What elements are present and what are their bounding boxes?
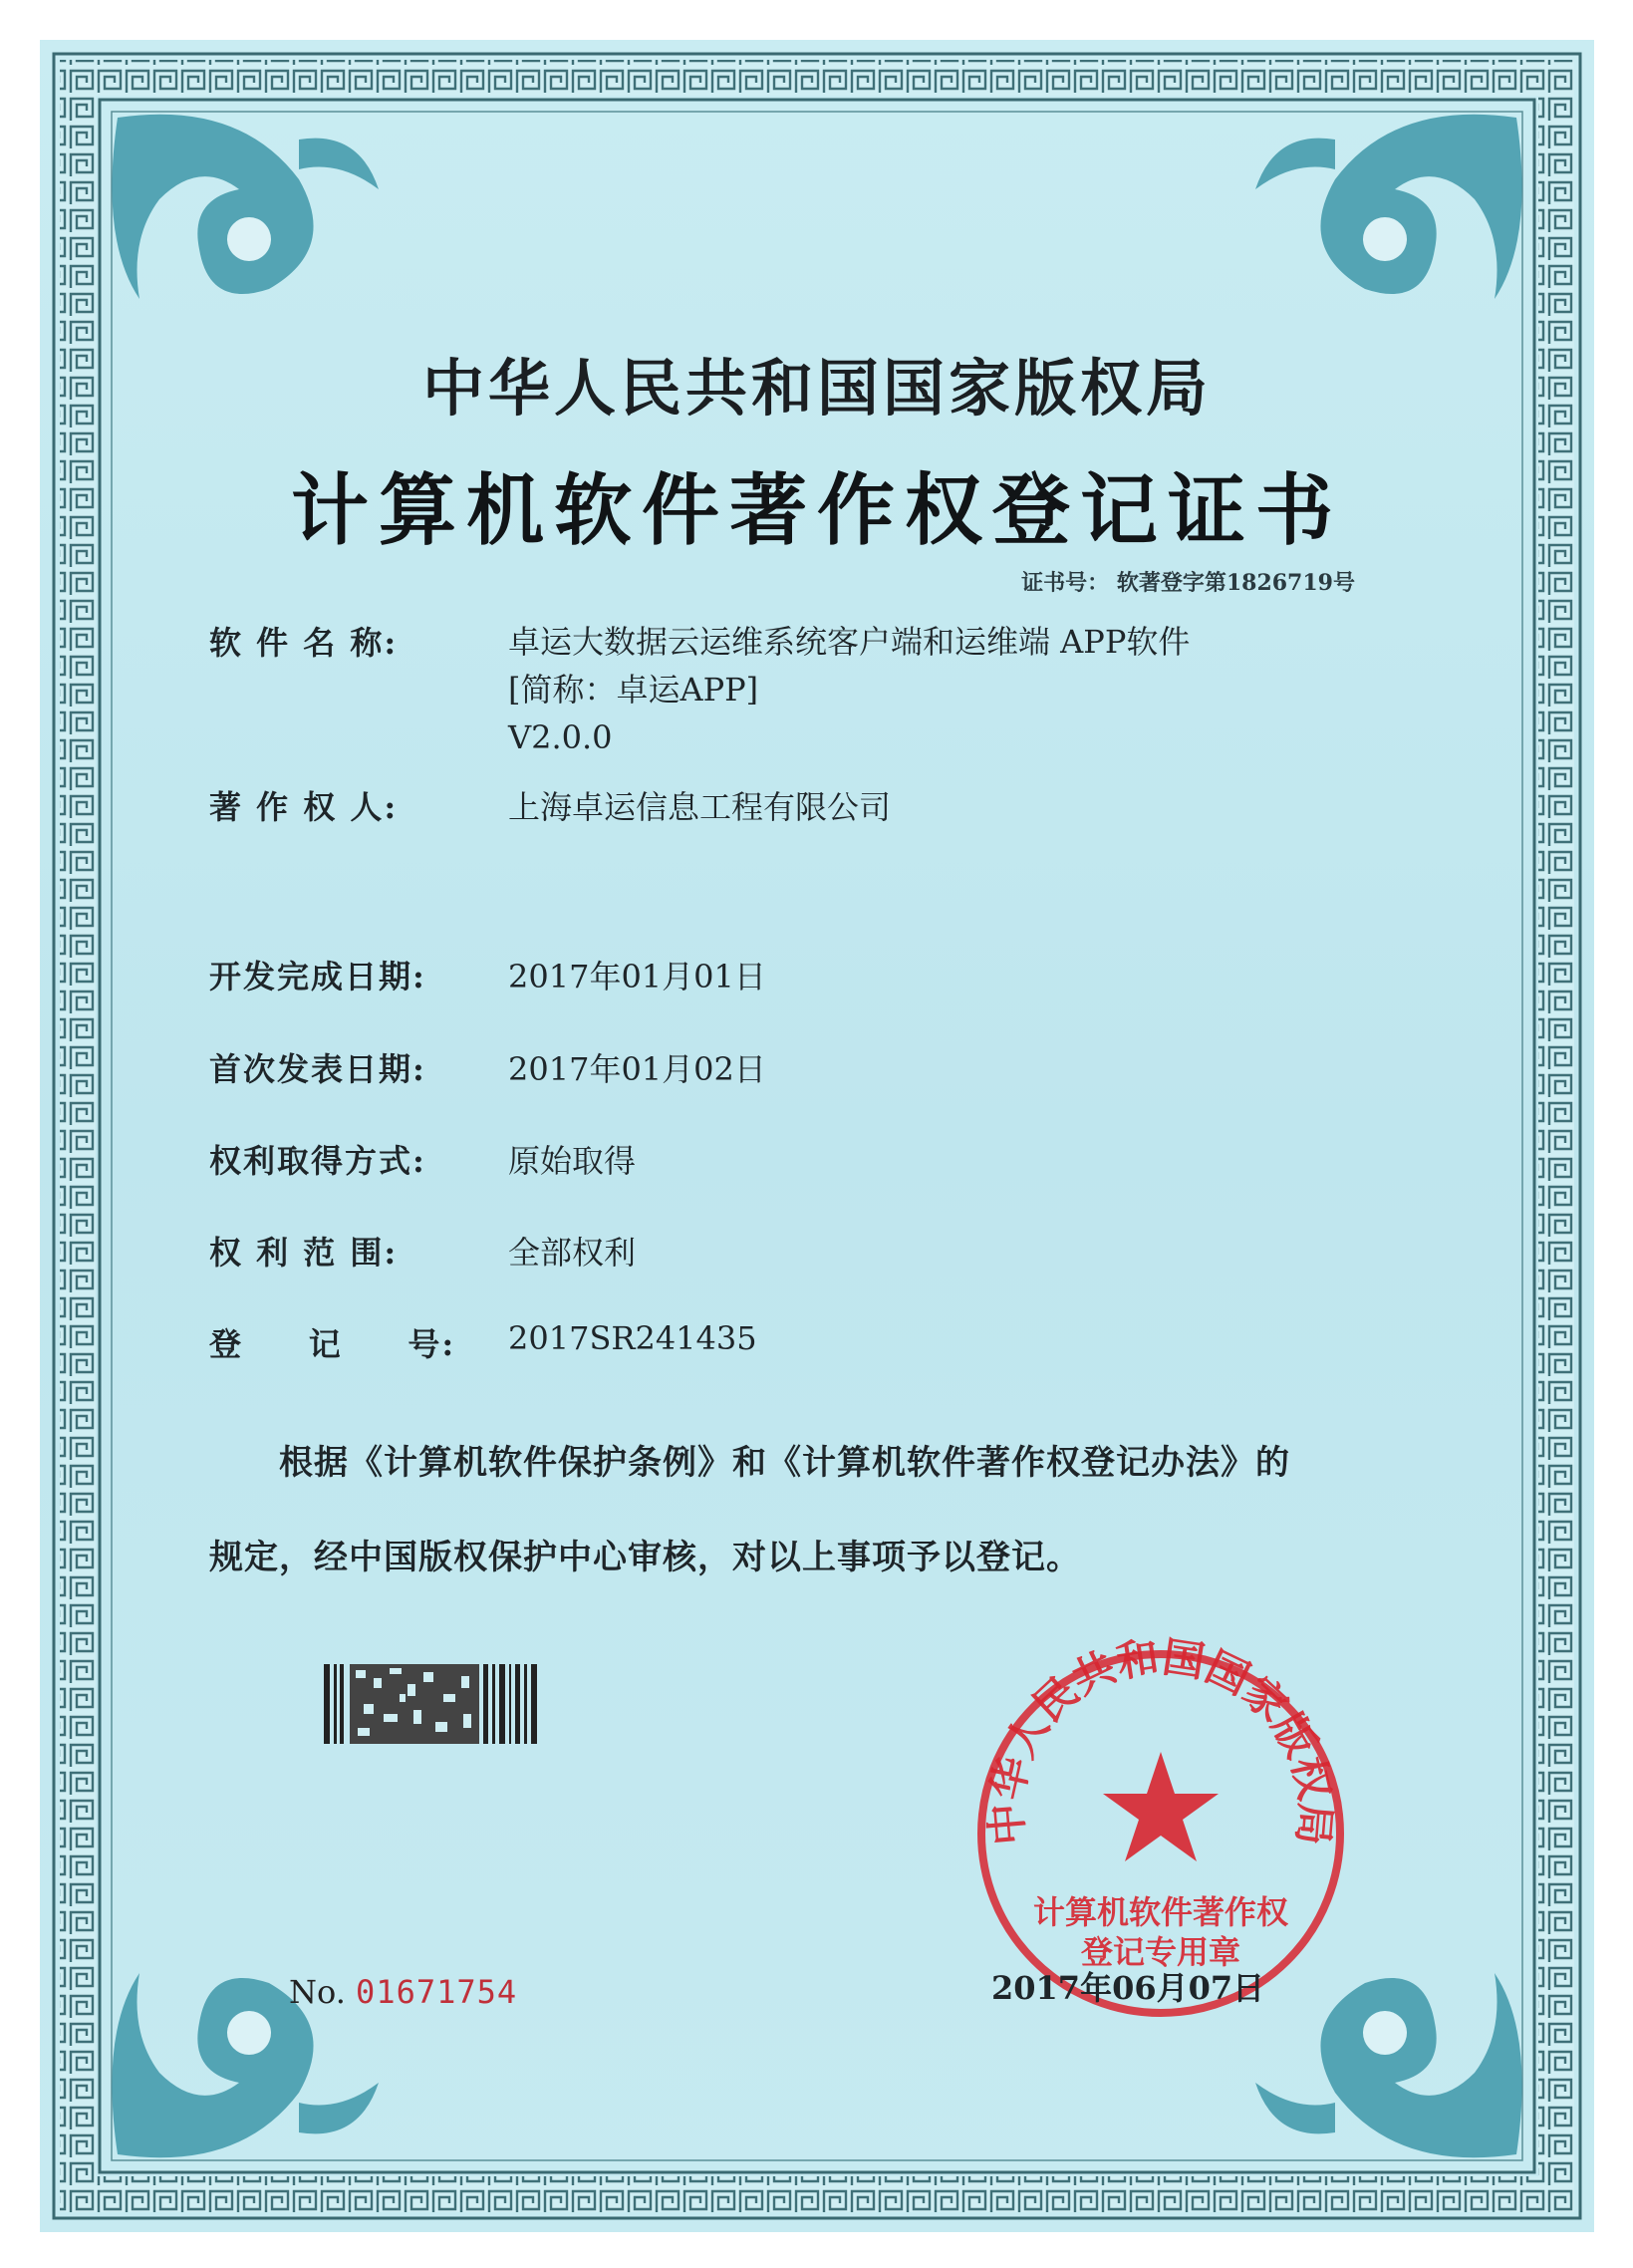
reg-number-value: 2017SR241435 <box>508 1319 757 1357</box>
serial-number <box>289 1973 517 2011</box>
pub-date-row <box>209 1044 766 1090</box>
software-name-row <box>209 618 1190 761</box>
owner-value: 上海卓运信息工程有限公司 <box>508 788 892 826</box>
seal-inner-line-2: 登记专用章 <box>1080 1933 1241 1971</box>
reg-number-row <box>209 1319 757 1365</box>
scope-label: 权 利 范 围: <box>209 1234 399 1272</box>
software-name-label: 软 件 名 称: <box>209 624 399 662</box>
certificate-title: 计算机软件著作权登记证书 <box>290 465 1343 556</box>
certificate-sheet <box>40 40 1594 2232</box>
seal-date: 2017年06月07日 <box>991 1969 1265 2007</box>
dev-date-row <box>209 952 766 997</box>
dev-date-label: 开发完成日期: <box>209 958 426 995</box>
serial-value: 01671754 <box>356 1973 518 2011</box>
owner-row <box>209 782 891 828</box>
scope-row <box>209 1228 636 1274</box>
method-row <box>209 1136 636 1182</box>
software-name-value: 卓运大数据云运维系统客户端和运维端 APP软件 <box>508 623 1191 661</box>
seal-inner-line-1: 计算机软件著作权 <box>1032 1893 1289 1931</box>
method-label: 权利取得方式: <box>209 1142 426 1180</box>
owner-label: 著 作 权 人: <box>209 788 399 826</box>
pub-date-label: 首次发表日期: <box>209 1050 426 1088</box>
reg-number-label: 登 记 号: <box>209 1325 456 1363</box>
barcode <box>324 1664 553 1744</box>
statement-line-2: 规定，经中国版权保护中心审核，对以上事项予以登记。 <box>209 1538 1081 1577</box>
dev-date-value: 2017年01月01日 <box>508 958 766 995</box>
method-value: 原始取得 <box>508 1142 637 1180</box>
software-version: V2.0.0 <box>508 718 613 756</box>
certificate-number: 证书号： 软著登字第1826719号 <box>1021 570 1355 596</box>
serial-label: No. <box>289 1973 346 2011</box>
star-icon <box>1103 1752 1219 1861</box>
software-short-name: [简称：卓运APP] <box>508 671 759 709</box>
pub-date-value: 2017年01月02日 <box>508 1050 766 1088</box>
seal-ring-text: 中华人民共和国国家版权局 <box>980 1634 1341 1847</box>
issuing-authority: 中华人民共和国国家版权局 <box>421 352 1212 425</box>
statement-line-1: 根据《计算机软件保护条例》和《计算机软件著作权登记办法》的 <box>279 1443 1290 1483</box>
scope-value: 全部权利 <box>508 1234 637 1272</box>
